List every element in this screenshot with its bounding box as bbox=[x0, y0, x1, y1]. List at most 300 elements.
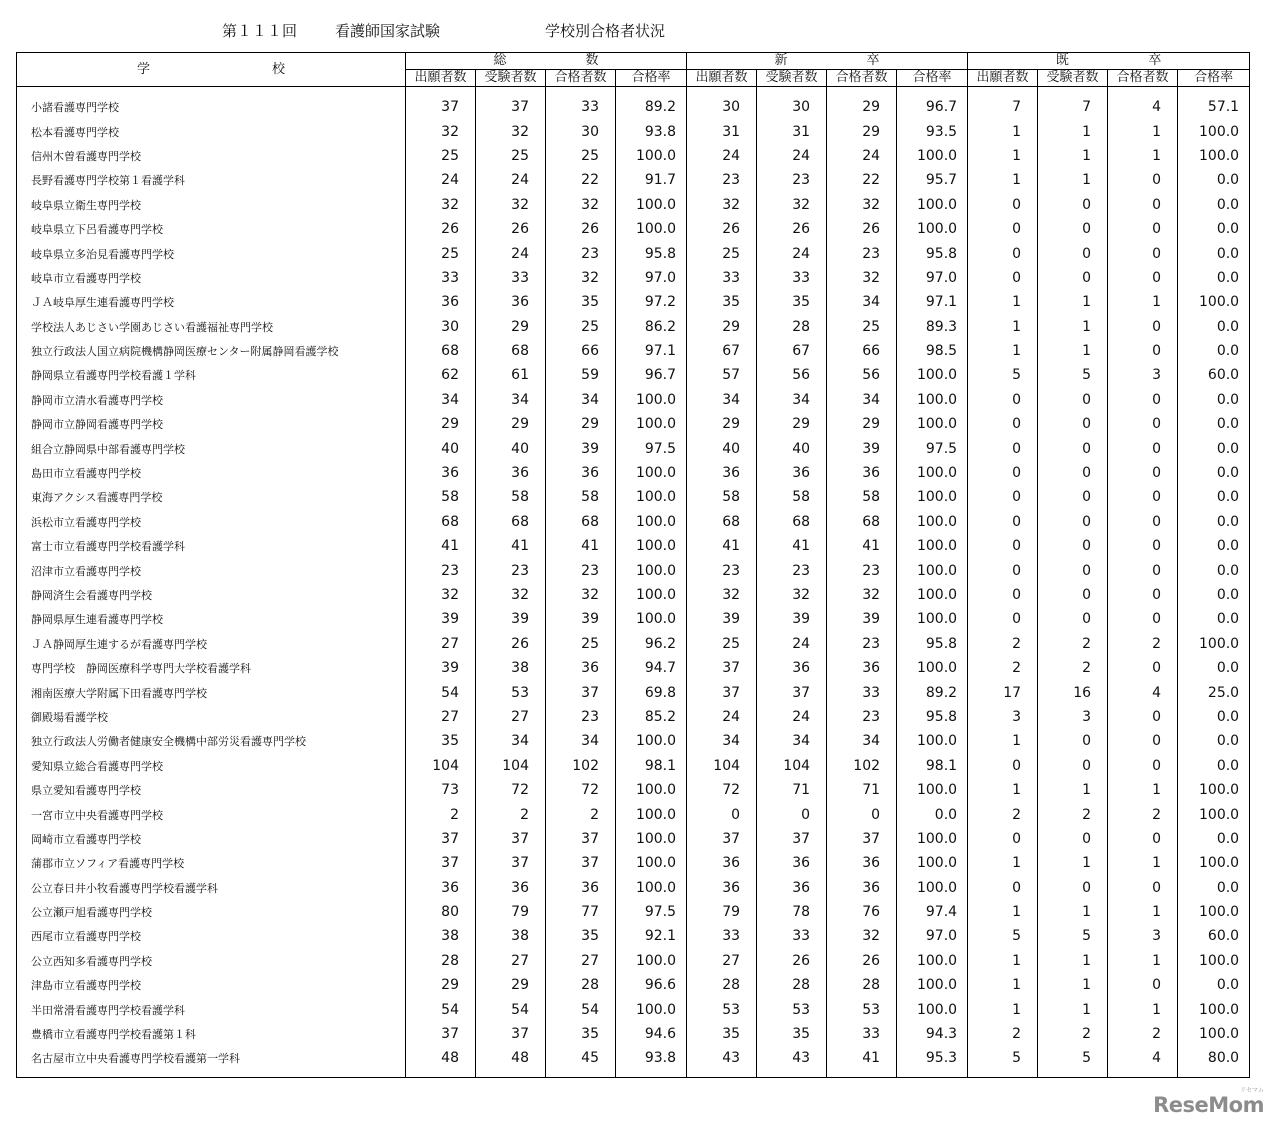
count-cell: 68 bbox=[827, 510, 897, 534]
count-cell: 1 bbox=[1038, 778, 1108, 802]
count-cell: 72 bbox=[476, 778, 546, 802]
school-name-cell: 県立愛知看護専門学校 bbox=[17, 778, 406, 802]
count-cell: 36 bbox=[827, 851, 897, 875]
pass-rate-cell: 100.0 bbox=[897, 363, 968, 387]
sub-header-cell: 合格率 bbox=[897, 70, 968, 87]
count-cell: 34 bbox=[476, 729, 546, 753]
school-name-cell: 半田常滑看護専門学校看護学科 bbox=[17, 997, 406, 1021]
count-cell: 2 bbox=[968, 656, 1038, 680]
count-cell: 23 bbox=[827, 632, 897, 656]
count-cell: 37 bbox=[406, 1022, 476, 1046]
count-cell: 0 bbox=[1108, 754, 1178, 778]
count-cell: 27 bbox=[546, 949, 616, 973]
count-cell: 24 bbox=[757, 241, 827, 265]
count-cell: 36 bbox=[406, 290, 476, 314]
school-name-cell: 独立行政法人労働者健康安全機構中部労災看護専門学校 bbox=[17, 729, 406, 753]
table-row bbox=[17, 924, 1250, 948]
pass-rate-cell: 80.0 bbox=[1178, 1046, 1250, 1070]
school-name-cell: 静岡市立清水看護専門学校 bbox=[17, 388, 406, 412]
school-name-cell: 専門学校 静岡医療科学専門大学校看護学科 bbox=[17, 656, 406, 680]
count-cell: 1 bbox=[968, 290, 1038, 314]
pass-rate-cell: 0.0 bbox=[1178, 168, 1250, 192]
count-cell: 27 bbox=[406, 632, 476, 656]
pass-rate-cell: 100.0 bbox=[1178, 778, 1250, 802]
count-cell: 53 bbox=[827, 997, 897, 1021]
count-cell: 68 bbox=[476, 339, 546, 363]
count-cell: 0 bbox=[968, 876, 1038, 900]
school-name-cell: 津島市立看護専門学校 bbox=[17, 973, 406, 997]
count-cell: 0 bbox=[1108, 241, 1178, 265]
table-row bbox=[17, 412, 1250, 436]
school-name-cell: 浜松市立看護専門学校 bbox=[17, 510, 406, 534]
table-bottom-row bbox=[17, 1071, 1250, 1078]
count-cell: 2 bbox=[1108, 1022, 1178, 1046]
pass-rate-cell: 95.8 bbox=[897, 241, 968, 265]
count-cell: 28 bbox=[546, 973, 616, 997]
count-cell: 1 bbox=[1038, 290, 1108, 314]
pass-rate-cell: 93.8 bbox=[616, 1046, 687, 1070]
pass-rate-cell: 0.0 bbox=[1178, 876, 1250, 900]
count-cell: 35 bbox=[546, 290, 616, 314]
school-name-cell: 岡崎市立看護専門学校 bbox=[17, 827, 406, 851]
count-cell: 37 bbox=[476, 827, 546, 851]
pass-rate-cell: 100.0 bbox=[897, 193, 968, 217]
count-cell: 23 bbox=[687, 558, 757, 582]
count-cell: 24 bbox=[757, 632, 827, 656]
count-cell: 43 bbox=[757, 1046, 827, 1070]
pass-rate-cell: 100.0 bbox=[897, 656, 968, 680]
school-name-cell: 名古屋市立中央看護専門学校看護第一学科 bbox=[17, 1046, 406, 1070]
count-cell: 35 bbox=[687, 290, 757, 314]
count-cell: 56 bbox=[827, 363, 897, 387]
count-cell: 34 bbox=[476, 388, 546, 412]
count-cell: 37 bbox=[476, 95, 546, 119]
count-cell: 31 bbox=[687, 119, 757, 143]
pass-rate-cell: 100.0 bbox=[897, 485, 968, 509]
pass-rate-cell: 95.7 bbox=[897, 168, 968, 192]
count-cell: 2 bbox=[476, 802, 546, 826]
table-row bbox=[17, 339, 1250, 363]
count-cell: 71 bbox=[827, 778, 897, 802]
count-cell: 37 bbox=[406, 95, 476, 119]
table-row bbox=[17, 510, 1250, 534]
count-cell: 0 bbox=[1108, 388, 1178, 412]
pass-rate-cell: 100.0 bbox=[897, 461, 968, 485]
count-cell: 24 bbox=[757, 144, 827, 168]
pass-rate-cell: 100.0 bbox=[616, 778, 687, 802]
count-cell: 26 bbox=[827, 949, 897, 973]
count-cell: 4 bbox=[1108, 1046, 1178, 1070]
count-cell: 0 bbox=[1108, 193, 1178, 217]
sub-header-cell: 合格者数 bbox=[1108, 70, 1178, 87]
table-subject: 学校別合格者状況 bbox=[545, 22, 666, 40]
count-cell: 29 bbox=[827, 412, 897, 436]
count-cell: 48 bbox=[406, 1046, 476, 1070]
count-cell: 4 bbox=[1108, 95, 1178, 119]
count-cell: 0 bbox=[968, 436, 1038, 460]
count-cell: 0 bbox=[1038, 217, 1108, 241]
pass-rate-cell: 100.0 bbox=[897, 607, 968, 631]
pass-rate-cell: 0.0 bbox=[1178, 607, 1250, 631]
school-name-cell: 東海アクシス看護専門学校 bbox=[17, 485, 406, 509]
count-cell: 36 bbox=[406, 461, 476, 485]
school-name-cell: 小諸看護専門学校 bbox=[17, 95, 406, 119]
pass-rate-cell: 100.0 bbox=[1178, 119, 1250, 143]
count-cell: 32 bbox=[546, 193, 616, 217]
count-cell: 23 bbox=[827, 558, 897, 582]
count-cell: 2 bbox=[1108, 632, 1178, 656]
count-cell: 1 bbox=[1108, 144, 1178, 168]
count-cell: 39 bbox=[476, 607, 546, 631]
count-cell: 58 bbox=[476, 485, 546, 509]
pass-rate-cell: 100.0 bbox=[897, 558, 968, 582]
count-cell: 0 bbox=[1108, 315, 1178, 339]
pass-rate-cell: 100.0 bbox=[897, 851, 968, 875]
count-cell: 34 bbox=[757, 729, 827, 753]
table-row bbox=[17, 168, 1250, 192]
count-cell: 26 bbox=[406, 217, 476, 241]
pass-rate-cell: 95.8 bbox=[897, 632, 968, 656]
pass-rate-cell: 100.0 bbox=[1178, 290, 1250, 314]
count-cell: 32 bbox=[687, 193, 757, 217]
count-cell: 1 bbox=[968, 339, 1038, 363]
count-cell: 0 bbox=[1038, 266, 1108, 290]
count-cell: 22 bbox=[546, 168, 616, 192]
school-name-cell: 静岡市立静岡看護専門学校 bbox=[17, 412, 406, 436]
count-cell: 39 bbox=[827, 607, 897, 631]
pass-rate-cell: 95.3 bbox=[897, 1046, 968, 1070]
count-cell: 40 bbox=[757, 436, 827, 460]
count-cell: 0 bbox=[968, 241, 1038, 265]
pass-rate-cell: 100.0 bbox=[897, 144, 968, 168]
pass-rate-cell: 0.0 bbox=[1178, 241, 1250, 265]
count-cell: 0 bbox=[1108, 436, 1178, 460]
count-cell: 68 bbox=[406, 339, 476, 363]
count-cell: 36 bbox=[757, 851, 827, 875]
pass-rate-cell: 0.0 bbox=[1178, 217, 1250, 241]
table-row bbox=[17, 119, 1250, 143]
count-cell: 0 bbox=[1108, 558, 1178, 582]
count-cell: 0 bbox=[1108, 973, 1178, 997]
count-cell: 25 bbox=[476, 144, 546, 168]
pass-rate-cell: 100.0 bbox=[897, 412, 968, 436]
pass-rate-cell: 100.0 bbox=[897, 729, 968, 753]
count-cell: 1 bbox=[1108, 119, 1178, 143]
pass-rate-cell: 100.0 bbox=[897, 778, 968, 802]
pass-rate-cell: 98.1 bbox=[616, 754, 687, 778]
count-cell: 0 bbox=[1108, 510, 1178, 534]
count-cell: 36 bbox=[827, 656, 897, 680]
count-cell: 34 bbox=[687, 729, 757, 753]
count-cell: 32 bbox=[827, 193, 897, 217]
school-name-cell: 島田市立看護専門学校 bbox=[17, 461, 406, 485]
pass-rate-cell: 97.1 bbox=[616, 339, 687, 363]
table-row bbox=[17, 778, 1250, 802]
table-row bbox=[17, 534, 1250, 558]
count-cell: 0 bbox=[1038, 583, 1108, 607]
pass-rate-cell: 0.0 bbox=[897, 802, 968, 826]
count-cell: 0 bbox=[1038, 485, 1108, 509]
count-cell: 24 bbox=[476, 241, 546, 265]
count-cell: 77 bbox=[546, 900, 616, 924]
school-name-cell: 西尾市立看護専門学校 bbox=[17, 924, 406, 948]
pass-rate-cell: 0.0 bbox=[1178, 510, 1250, 534]
count-cell: 5 bbox=[1038, 1046, 1108, 1070]
count-cell: 0 bbox=[968, 485, 1038, 509]
pass-rate-cell: 97.0 bbox=[616, 266, 687, 290]
count-cell: 0 bbox=[1038, 558, 1108, 582]
pass-rate-cell: 0.0 bbox=[1178, 754, 1250, 778]
school-name-cell: 富士市立看護専門学校看護学科 bbox=[17, 534, 406, 558]
pass-rate-cell: 100.0 bbox=[616, 827, 687, 851]
count-cell: 25 bbox=[546, 144, 616, 168]
count-cell: 68 bbox=[546, 510, 616, 534]
count-cell: 0 bbox=[1108, 168, 1178, 192]
count-cell: 28 bbox=[687, 973, 757, 997]
count-cell: 1 bbox=[968, 729, 1038, 753]
table-row bbox=[17, 1046, 1250, 1070]
count-cell: 32 bbox=[406, 119, 476, 143]
school-name-cell: 愛知県立総合看護専門学校 bbox=[17, 754, 406, 778]
count-cell: 0 bbox=[968, 193, 1038, 217]
pass-rate-cell: 0.0 bbox=[1178, 705, 1250, 729]
count-cell: 33 bbox=[687, 266, 757, 290]
count-cell: 1 bbox=[968, 997, 1038, 1021]
count-cell: 35 bbox=[687, 1022, 757, 1046]
count-cell: 2 bbox=[968, 1022, 1038, 1046]
count-cell: 40 bbox=[476, 436, 546, 460]
count-cell: 0 bbox=[1038, 510, 1108, 534]
count-cell: 32 bbox=[476, 119, 546, 143]
count-cell: 41 bbox=[757, 534, 827, 558]
table-row bbox=[17, 193, 1250, 217]
count-cell: 2 bbox=[1038, 656, 1108, 680]
count-cell: 102 bbox=[546, 754, 616, 778]
table-row bbox=[17, 997, 1250, 1021]
count-cell: 0 bbox=[1038, 827, 1108, 851]
count-cell: 41 bbox=[406, 534, 476, 558]
pass-rate-cell: 0.0 bbox=[1178, 534, 1250, 558]
count-cell: 37 bbox=[687, 827, 757, 851]
pass-rate-cell: 100.0 bbox=[1178, 851, 1250, 875]
count-cell: 2 bbox=[968, 802, 1038, 826]
count-cell: 33 bbox=[827, 680, 897, 704]
group-header-total: 総 数 bbox=[406, 53, 687, 70]
count-cell: 32 bbox=[546, 266, 616, 290]
count-cell: 36 bbox=[687, 851, 757, 875]
count-cell: 1 bbox=[1108, 949, 1178, 973]
count-cell: 34 bbox=[546, 388, 616, 412]
count-cell: 24 bbox=[827, 144, 897, 168]
count-cell: 1 bbox=[1038, 119, 1108, 143]
count-cell: 45 bbox=[546, 1046, 616, 1070]
count-cell: 3 bbox=[1038, 705, 1108, 729]
count-cell: 27 bbox=[476, 949, 546, 973]
pass-rate-cell: 97.5 bbox=[616, 436, 687, 460]
count-cell: 1 bbox=[1038, 997, 1108, 1021]
count-cell: 1 bbox=[968, 851, 1038, 875]
pass-rate-cell: 97.5 bbox=[616, 900, 687, 924]
count-cell: 39 bbox=[757, 607, 827, 631]
count-cell: 29 bbox=[827, 95, 897, 119]
count-cell: 34 bbox=[406, 388, 476, 412]
table-row bbox=[17, 461, 1250, 485]
pass-rate-cell: 0.0 bbox=[1178, 973, 1250, 997]
pass-rate-cell: 94.3 bbox=[897, 1022, 968, 1046]
count-cell: 0 bbox=[1038, 388, 1108, 412]
count-cell: 7 bbox=[968, 95, 1038, 119]
school-name-cell: 岐阜県立下呂看護専門学校 bbox=[17, 217, 406, 241]
sub-header-cell: 出願者数 bbox=[687, 70, 757, 87]
count-cell: 37 bbox=[476, 851, 546, 875]
count-cell: 58 bbox=[406, 485, 476, 509]
count-cell: 34 bbox=[827, 388, 897, 412]
table-row bbox=[17, 485, 1250, 509]
pass-rate-cell: 94.6 bbox=[616, 1022, 687, 1046]
count-cell: 66 bbox=[546, 339, 616, 363]
count-cell: 24 bbox=[687, 144, 757, 168]
spacer-row bbox=[17, 87, 1250, 96]
count-cell: 36 bbox=[476, 876, 546, 900]
count-cell: 2 bbox=[1038, 802, 1108, 826]
school-name-cell: 岐阜市立看護専門学校 bbox=[17, 266, 406, 290]
count-cell: 1 bbox=[1038, 973, 1108, 997]
count-cell: 0 bbox=[757, 802, 827, 826]
count-cell: 29 bbox=[476, 973, 546, 997]
count-cell: 1 bbox=[1108, 997, 1178, 1021]
count-cell: 29 bbox=[827, 119, 897, 143]
count-cell: 0 bbox=[1108, 461, 1178, 485]
pass-rate-cell: 89.2 bbox=[897, 680, 968, 704]
count-cell: 0 bbox=[1108, 656, 1178, 680]
pass-rate-cell: 100.0 bbox=[897, 510, 968, 534]
table-row bbox=[17, 217, 1250, 241]
count-cell: 39 bbox=[406, 607, 476, 631]
table-row bbox=[17, 973, 1250, 997]
count-cell: 36 bbox=[757, 876, 827, 900]
count-cell: 76 bbox=[827, 900, 897, 924]
sub-header-cell: 出願者数 bbox=[406, 70, 476, 87]
school-name-cell: 静岡県厚生連看護専門学校 bbox=[17, 607, 406, 631]
count-cell: 1 bbox=[1038, 168, 1108, 192]
count-cell: 31 bbox=[757, 119, 827, 143]
count-cell: 104 bbox=[476, 754, 546, 778]
pass-rate-cell: 89.3 bbox=[897, 315, 968, 339]
table-row bbox=[17, 949, 1250, 973]
count-cell: 29 bbox=[687, 315, 757, 339]
count-cell: 1 bbox=[1108, 900, 1178, 924]
count-cell: 58 bbox=[827, 485, 897, 509]
count-cell: 2 bbox=[406, 802, 476, 826]
pass-rate-cell: 95.8 bbox=[897, 705, 968, 729]
count-cell: 54 bbox=[546, 997, 616, 1021]
pass-rate-cell: 92.1 bbox=[616, 924, 687, 948]
count-cell: 26 bbox=[757, 217, 827, 241]
pass-rate-cell: 100.0 bbox=[897, 876, 968, 900]
count-cell: 0 bbox=[968, 754, 1038, 778]
count-cell: 26 bbox=[827, 217, 897, 241]
count-cell: 39 bbox=[406, 656, 476, 680]
count-cell: 32 bbox=[476, 583, 546, 607]
count-cell: 29 bbox=[476, 315, 546, 339]
count-cell: 17 bbox=[968, 680, 1038, 704]
count-cell: 0 bbox=[968, 217, 1038, 241]
count-cell: 33 bbox=[687, 924, 757, 948]
count-cell: 36 bbox=[546, 876, 616, 900]
count-cell: 0 bbox=[1108, 534, 1178, 558]
count-cell: 0 bbox=[1108, 827, 1178, 851]
count-cell: 0 bbox=[1038, 412, 1108, 436]
school-name-cell: 松本看護専門学校 bbox=[17, 119, 406, 143]
count-cell: 23 bbox=[757, 558, 827, 582]
count-cell: 32 bbox=[476, 193, 546, 217]
sub-header-cell: 合格者数 bbox=[827, 70, 897, 87]
school-name-cell: 公立春日井小牧看護専門学校看護学科 bbox=[17, 876, 406, 900]
table-body bbox=[17, 87, 1250, 1078]
count-cell: 37 bbox=[406, 851, 476, 875]
count-cell: 73 bbox=[406, 778, 476, 802]
school-name-cell: 静岡済生会看護専門学校 bbox=[17, 583, 406, 607]
count-cell: 1 bbox=[1038, 949, 1108, 973]
count-cell: 0 bbox=[1108, 412, 1178, 436]
count-cell: 22 bbox=[827, 168, 897, 192]
sub-header-cell: 受験者数 bbox=[1038, 70, 1108, 87]
count-cell: 72 bbox=[687, 778, 757, 802]
count-cell: 0 bbox=[1038, 534, 1108, 558]
count-cell: 28 bbox=[406, 949, 476, 973]
count-cell: 32 bbox=[687, 583, 757, 607]
count-cell: 79 bbox=[687, 900, 757, 924]
count-cell: 0 bbox=[968, 607, 1038, 631]
school-name-cell: 沼津市立看護専門学校 bbox=[17, 558, 406, 582]
count-cell: 36 bbox=[406, 876, 476, 900]
count-cell: 33 bbox=[406, 266, 476, 290]
pass-rate-cell: 100.0 bbox=[616, 558, 687, 582]
count-cell: 0 bbox=[1038, 607, 1108, 631]
count-cell: 32 bbox=[406, 193, 476, 217]
count-cell: 41 bbox=[827, 1046, 897, 1070]
count-cell: 40 bbox=[406, 436, 476, 460]
table-row bbox=[17, 266, 1250, 290]
table-row bbox=[17, 876, 1250, 900]
count-cell: 79 bbox=[476, 900, 546, 924]
school-name-cell: 学校法人あじさい学園あじさい看護福祉専門学校 bbox=[17, 315, 406, 339]
count-cell: 53 bbox=[687, 997, 757, 1021]
count-cell: 0 bbox=[1038, 461, 1108, 485]
count-cell: 3 bbox=[1108, 363, 1178, 387]
pass-rate-cell: 98.1 bbox=[897, 754, 968, 778]
count-cell: 37 bbox=[546, 827, 616, 851]
count-cell: 36 bbox=[546, 656, 616, 680]
count-cell: 32 bbox=[757, 193, 827, 217]
count-cell: 41 bbox=[827, 534, 897, 558]
count-cell: 36 bbox=[827, 876, 897, 900]
pass-rate-cell: 91.7 bbox=[616, 168, 687, 192]
count-cell: 36 bbox=[476, 290, 546, 314]
count-cell: 0 bbox=[968, 583, 1038, 607]
count-cell: 32 bbox=[827, 583, 897, 607]
pass-rate-cell: 100.0 bbox=[1178, 1022, 1250, 1046]
pass-rate-cell: 97.2 bbox=[616, 290, 687, 314]
count-cell: 1 bbox=[968, 973, 1038, 997]
count-cell: 41 bbox=[476, 534, 546, 558]
count-cell: 68 bbox=[406, 510, 476, 534]
table-row bbox=[17, 851, 1250, 875]
count-cell: 78 bbox=[757, 900, 827, 924]
count-cell: 37 bbox=[757, 827, 827, 851]
pass-rate-cell: 100.0 bbox=[897, 973, 968, 997]
table-row bbox=[17, 388, 1250, 412]
